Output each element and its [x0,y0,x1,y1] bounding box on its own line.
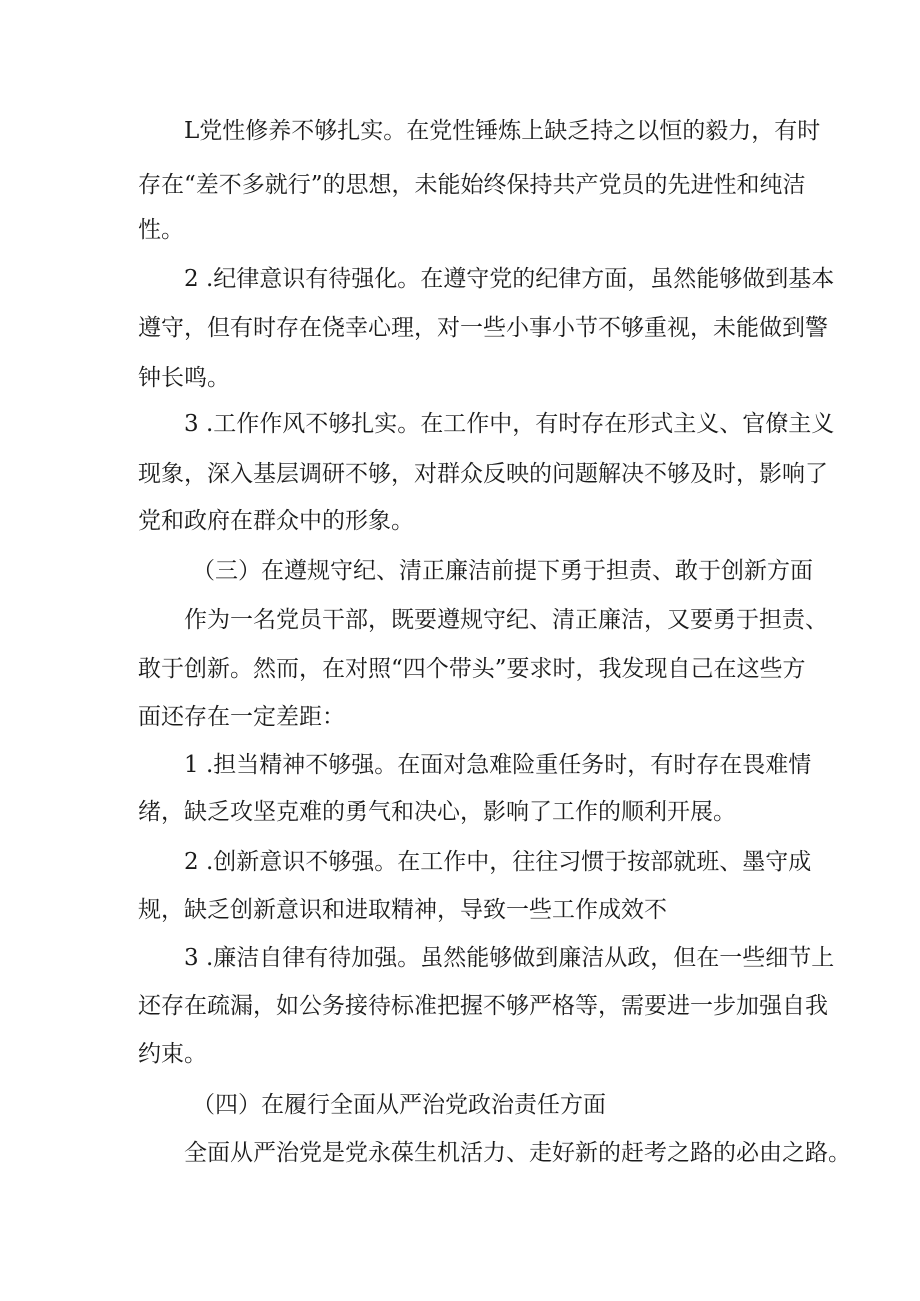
text-line: 2 .纪律意识有待强化。在遵守党的纪律方面，虽然能够做到基本 [184,266,835,292]
text-line: 2 .创新意识不够强。在工作中，往往习惯于按部就班、墨守成 [184,849,812,875]
text-line: 1 .担当精神不够强。在面对急难险重任务时，有时存在畏难情 [184,752,812,778]
text-line: 党和政府在群众中的形象。 [138,508,414,534]
text-line: 绪，缺乏攻坚克难的勇气和决心，影响了工作的顺利开展。 [138,799,736,825]
section-heading: （三）在遵规守纪、清正廉洁前提下勇于担责、敢于创新方面 [192,558,813,584]
text-line: 约束。 [138,1041,207,1067]
text-line: 性。 [138,217,184,243]
text-line: 3 .工作作风不够扎实。在工作中，有时存在形式主义、官僚主义 [184,411,835,437]
text-line: 遵守，但有时存在侥幸心理，对一些小事小节不够重视，未能做到警 [138,315,828,341]
text-line: L党性修养不够扎实。在党性锤炼上缺乏持之以恒的毅力，有时 [184,118,821,144]
text-line: 全面从严治党是党永葆生机活力、走好新的赶考之路的必由之路。 [184,1140,851,1166]
text-line: 3 .廉洁自律有待加强。虽然能够做到廉洁从政，但在一些细节上 [184,945,835,971]
text-line: 规，缺乏创新意识和进取精神，导致一些工作成效不 [138,897,667,923]
text-line: 作为一名党员干部，既要遵规守纪、清正廉洁，又要勇于担责、 [184,607,828,633]
section-heading: （四）在履行全面从严治党政治责任方面 [192,1092,606,1118]
text-line: 存在“差不多就行”的思想，未能始终保持共产党员的先进性和纯洁 [138,172,806,198]
text-line: 钟长鸣。 [138,365,230,391]
text-line: 敢于创新。然而，在对照“四个带头”要求时，我发现自己在这些方 [138,656,806,682]
text-line: 现象，深入基层调研不够，对群众反映的问题解决不够及时，影响了 [138,461,828,487]
text-line: 还存在疏漏，如公务接待标准把握不够严格等，需要进一步加强自我 [138,993,828,1019]
text-line: 面还存在一定差距： [138,704,345,730]
